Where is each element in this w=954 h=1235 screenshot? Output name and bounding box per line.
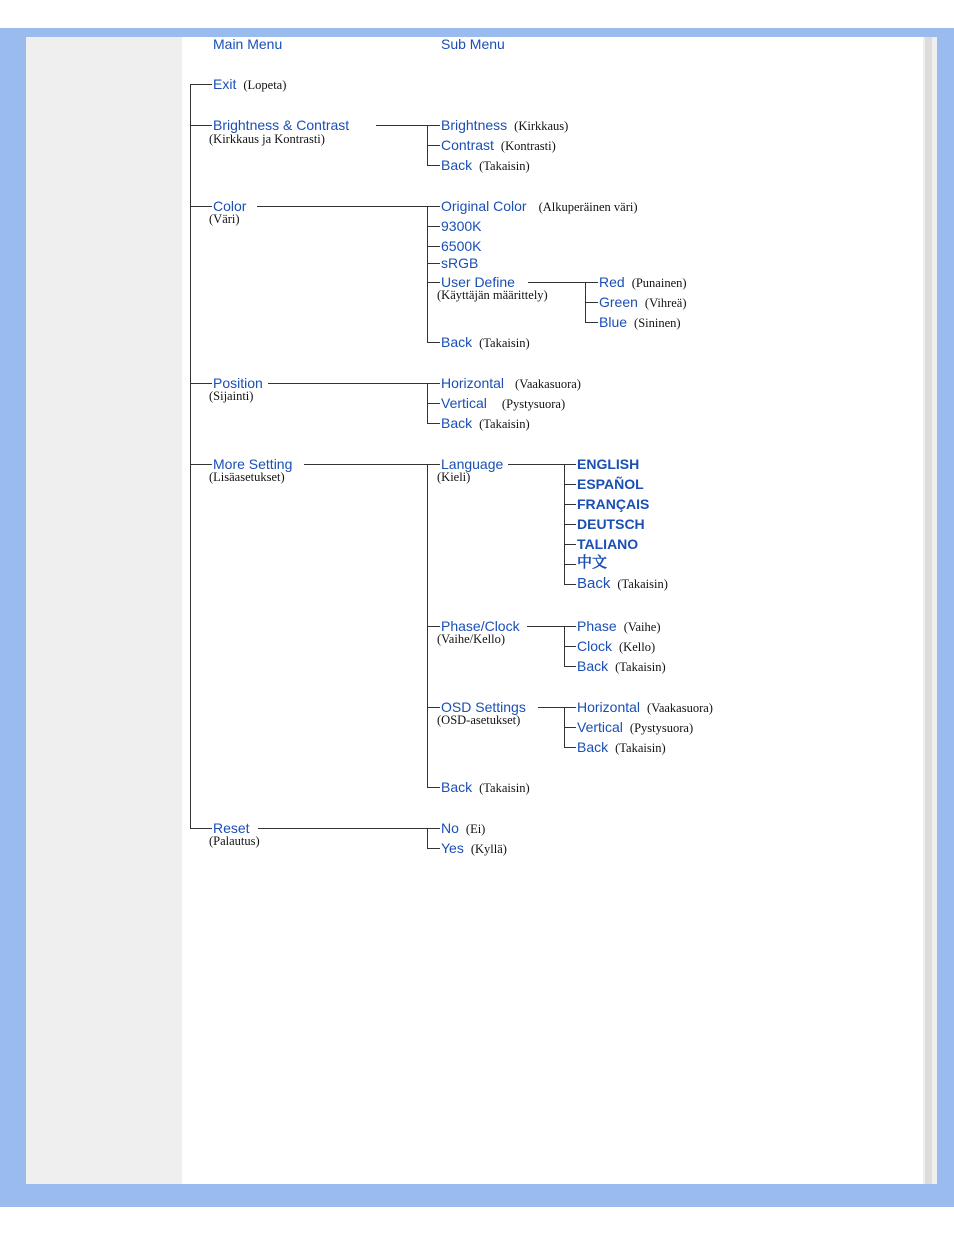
sub-osd-back-label: Back [577,739,609,755]
sub-horizontal [441,375,581,392]
scrollbar-track [925,37,932,1184]
sub-green-translation: (Vihreä) [644,296,687,310]
menu-exit [213,76,286,93]
trunk-reset [427,828,428,849]
sub-more-back-translation: (Takaisin) [479,781,530,795]
sub-blue-translation: (Sininen) [634,316,681,330]
lang-option-italiano: TALIANO [577,536,639,552]
link-language [508,464,564,465]
menu-position-label: Position [213,375,263,391]
menu-exit-translation: (Lopeta) [243,78,287,92]
link-user-define [528,282,585,283]
sub-phase-back-label: Back [577,658,609,674]
menu-reset-label: Reset [213,820,250,836]
tick-6500 [427,246,440,247]
sub-brightness-translation: (Kirkkaus) [514,119,569,133]
sub-user-define-label: User Define [441,274,515,290]
sub-contrast-translation: (Kontrasti) [500,139,556,153]
sub-brightness-back [441,157,530,174]
sub-blue-label: Blue [599,314,628,330]
tick-lang-3 [564,524,576,525]
menu-more-setting-translation: (Lisäasetukset) [209,470,285,484]
branch-brightness [190,125,212,126]
sub-contrast-label: Contrast [441,137,494,153]
sub-contrast [441,137,556,154]
tick-color-back [427,342,440,343]
sub-green [599,294,687,311]
sub-vertical-label: Vertical [441,395,487,411]
sub-more-back [441,779,530,796]
tick-osd-horizontal [564,707,576,708]
sub-vertical [441,395,565,412]
sub-original-color-translation: (Alkuperäinen väri) [538,200,638,214]
tick-brightness-back [427,165,440,166]
sub-phase-translation: (Vaihe) [623,620,661,634]
tick-more-back [427,787,440,788]
sub-osd-vertical-label: Vertical [577,719,623,735]
branch-color [190,206,212,207]
tick-original [427,206,440,207]
tick-vertical [427,403,440,404]
main-trunk-line [190,84,191,829]
lang-option-deutsch: DEUTSCH [577,516,645,532]
sub-brightness-label: Brightness [441,117,508,133]
tick-contrast [427,145,440,146]
tick-lang-2 [564,504,576,505]
sub-osd-horizontal-label: Horizontal [577,699,641,715]
sub-blue [599,314,681,331]
lang-option-espanol: ESPAÑOL [577,476,644,492]
sub-language-label: Language [441,456,504,472]
link-position [268,383,427,384]
tick-brightness [427,125,440,126]
lang-option-chinese: 中文 [577,554,608,571]
branch-more-setting [190,464,212,465]
sub-language-translation: (Kieli) [437,470,471,484]
sub-phase [577,618,661,635]
tick-osd-vertical [564,727,576,728]
tick-blue [585,322,598,323]
tick-green [585,302,598,303]
tick-language [427,464,440,465]
sub-user-define-translation: (Käyttäjän määrittely) [437,288,548,302]
left-sidebar [26,37,182,1184]
sub-red [599,274,687,291]
branch-position [190,383,212,384]
sub-brightness-back-translation: (Takaisin) [479,159,530,173]
sub-6500k: 6500K [441,238,482,254]
link-reset [258,828,427,829]
sub-horizontal-translation: (Vaakasuora) [515,377,581,391]
sub-clock-label: Clock [577,638,613,654]
sub-red-label: Red [599,274,625,290]
sub-osd-horizontal [577,699,713,716]
sub-green-label: Green [599,294,638,310]
tick-user-define [427,282,440,283]
tick-osd-back [564,747,576,748]
tick-9300 [427,226,440,227]
sub-no-label: No [441,820,459,836]
sub-original-color-label: Original Color [441,198,527,214]
sub-osd-translation: (OSD-asetukset) [437,713,521,727]
sub-original-color [441,198,638,215]
tick-red [585,282,598,283]
tick-osd [427,707,440,708]
sub-color-back-label: Back [441,334,473,350]
sub-osd-vertical-translation: (Pystysuora) [629,721,694,735]
tick-position-back [427,423,440,424]
sub-osd-horizontal-translation: (Vaakasuora) [647,701,713,715]
tick-phase-back [564,666,576,667]
tick-phase-clock [427,626,440,627]
menu-color-translation: (Väri) [209,212,240,226]
tick-srgb [427,263,440,264]
menu-brightness-contrast-translation: (Kirkkaus ja Kontrasti) [209,132,325,146]
branch-exit [190,84,212,85]
sub-osd-back-translation: (Takaisin) [615,741,666,755]
sub-no-translation: (Ei) [465,822,486,836]
tick-no [427,828,440,829]
sub-no [441,820,485,837]
lang-back-translation: (Takaisin) [617,577,668,591]
tick-lang-1 [564,484,576,485]
tick-horizontal [427,383,440,384]
tick-yes [427,848,440,849]
menu-more-setting-label: More Setting [213,456,293,472]
link-osd [538,707,564,708]
sub-color-back-translation: (Takaisin) [479,336,530,350]
sub-brightness [441,117,568,134]
sub-position-back-label: Back [441,415,473,431]
sub-phase-back-translation: (Takaisin) [615,660,666,674]
link-color [257,206,427,207]
sub-yes [441,840,507,857]
sub-clock-translation: (Kello) [619,640,656,654]
tick-clock [564,646,576,647]
lang-back [577,576,668,592]
tick-lang-5 [564,564,576,565]
sub-position-back-translation: (Takaisin) [479,417,530,431]
tick-lang-4 [564,544,576,545]
sub-vertical-translation: (Pystysuora) [501,397,566,411]
sub-color-back [441,334,530,351]
lang-back-label: Back [577,575,611,592]
sub-9300k: 9300K [441,218,482,234]
sub-phase-clock-translation: (Vaihe/Kello) [437,632,506,646]
tick-phase [564,626,576,627]
sub-srgb: sRGB [441,255,479,271]
menu-brightness-contrast-label: Brightness & Contrast [213,117,350,133]
sub-yes-translation: (Kyllä) [470,842,507,856]
sub-clock [577,638,655,655]
sub-osd-back [577,739,666,756]
main-menu-header: Main Menu [213,36,283,52]
menu-reset-translation: (Palautus) [209,834,260,848]
sub-yes-label: Yes [441,840,464,856]
branch-reset [190,828,212,829]
sub-menu-header: Sub Menu [441,36,505,52]
sub-more-back-label: Back [441,779,473,795]
sub-brightness-back-label: Back [441,157,473,173]
sub-phase-back [577,658,666,675]
lang-option-francais: FRANÇAIS [577,496,650,512]
sub-osd-label: OSD Settings [441,699,526,715]
sub-position-back [441,415,530,432]
lang-option-english: ENGLISH [577,456,640,472]
tick-lang-0 [564,464,576,465]
link-more-setting [304,464,427,465]
link-brightness [376,125,427,126]
sub-osd-vertical [577,719,693,736]
sub-horizontal-label: Horizontal [441,375,505,391]
sub-phase-clock-label: Phase/Clock [441,618,520,634]
sub-red-translation: (Punainen) [631,276,687,290]
menu-position-translation: (Sijainti) [209,389,254,403]
link-phase-clock [527,626,564,627]
menu-exit-label: Exit [213,76,237,92]
menu-color-label: Color [213,198,247,214]
sub-phase-label: Phase [577,618,617,634]
tick-lang-back [564,584,576,585]
